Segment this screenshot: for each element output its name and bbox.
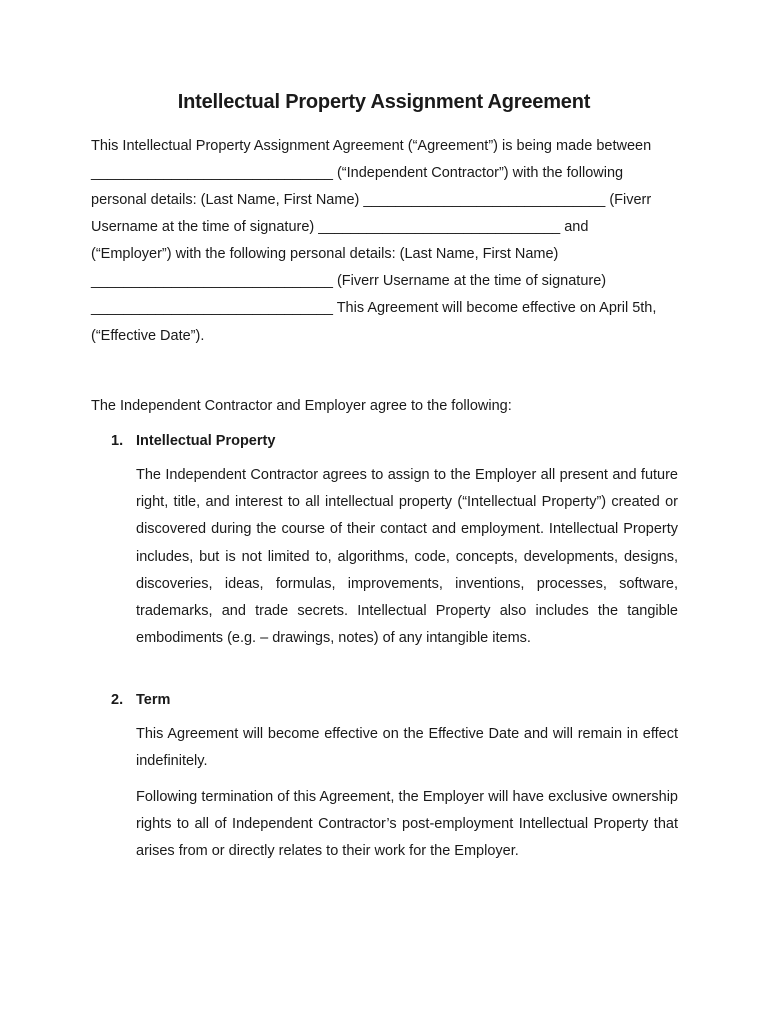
section-1-paragraph-1: The Independent Contractor agrees to assign to the Employer all present and future right, title, and interest to all intellectual property (“Intellectual Property”) created or discovered during the course of their contact and employment. Intellectual Property includes, but is not limited to, algorithms, code, concepts, developments, designs, discoveries, ideas, formulas, improvements, inventions, processes, software, trademarks, and trade secrets. Intellectual Property also includes the tangible embodiments (e.g. – drawings, notes) of any intangible items. bbox=[136, 467, 678, 647]
section-2-number: 2. bbox=[111, 692, 124, 708]
intro-line-1: This Intellectual Property Assignment Agreement (“Agreement”) is being made between bbox=[91, 138, 652, 154]
intro-line-3: personal details: (Last Name, First Name) ______________________________ (Fiverr bbox=[91, 192, 652, 208]
section-2-paragraph-1: This Agreement will become effective on the Effective Date and will remain in effect indefinitely. bbox=[136, 726, 678, 770]
intro-line-5: (“Employer”) with the following personal details: (Last Name, First Name) bbox=[91, 246, 559, 262]
intro-line-7: ______________________________ This Agreement will become effective on April 5th, bbox=[91, 300, 657, 316]
section-1-number: 1. bbox=[111, 433, 124, 449]
section-2-heading: Term bbox=[136, 692, 171, 708]
section-1-heading: Intellectual Property bbox=[136, 433, 276, 449]
intro-line-4: Username at the time of signature) ______________________________ and bbox=[91, 219, 589, 235]
intro-line-6: ______________________________ (Fiverr Username at the time of signature) bbox=[91, 273, 607, 289]
section-2-paragraph-2: Following termination of this Agreement, the Employer will have exclusive ownership rights to all of Independent Contractor’s post-employment Intellectual Property that arises from or directly relates to their work for the Employer. bbox=[136, 789, 678, 860]
intro-line-8: (“Effective Date”). bbox=[91, 328, 205, 344]
intro-line-2: ______________________________ (“Independent Contractor”) with the following bbox=[91, 165, 624, 181]
agree-line: The Independent Contractor and Employer agree to the following: bbox=[91, 398, 512, 414]
document-title: Intellectual Property Assignment Agreement bbox=[177, 91, 591, 113]
